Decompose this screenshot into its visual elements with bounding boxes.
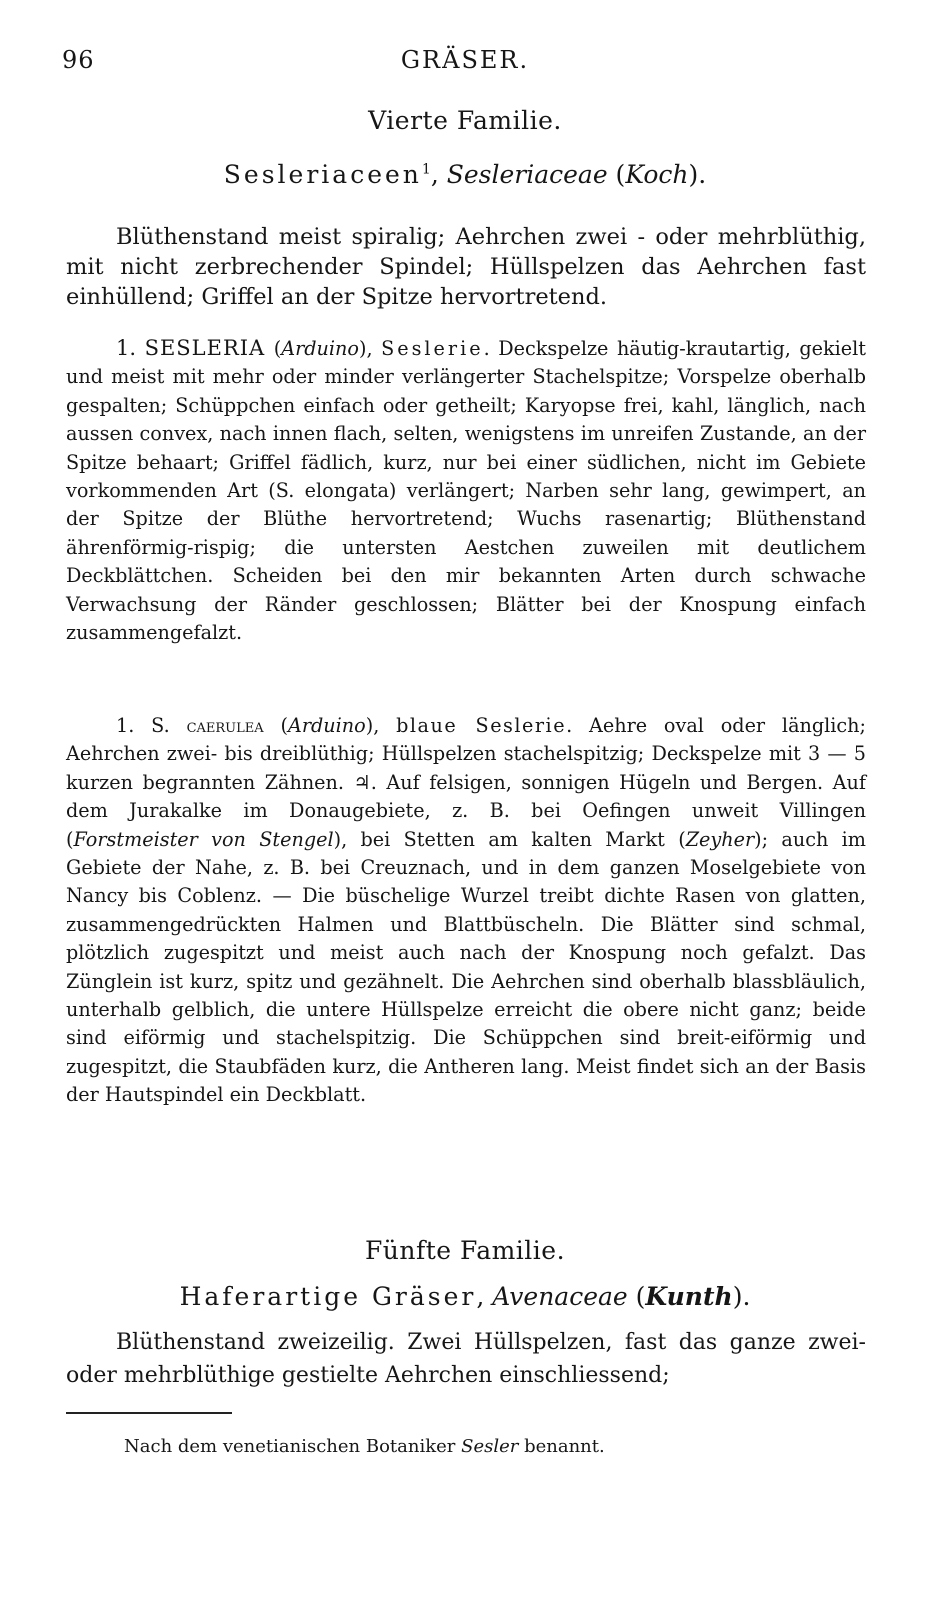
running-title: GRÄSER. (400, 46, 530, 74)
genus-german-name: Seslerie (381, 337, 484, 360)
footnote (124, 1436, 605, 1457)
footnote-text-after: benannt. (518, 1436, 605, 1457)
footnote-name: Sesler (461, 1436, 519, 1457)
family5-name-german: Haferartige Gräser (179, 1282, 477, 1311)
collector-stengel: Forstmeister von Stengel (73, 827, 334, 851)
family-heading-5: Haferartige Gräser, Avenaceae (Kunth). (179, 1282, 751, 1311)
species-german-name: blaue Seslerie (396, 714, 567, 737)
genus-author: Arduino (281, 337, 359, 360)
species-epithet: caerulea (186, 714, 264, 737)
footnote-text-before: Nach dem venetianischen Botaniker (124, 1436, 462, 1457)
species-description-3: ); auch im Gebiete der Nahe, z. B. bei Creuznach, und in dem ganzen Moselgebiete von Nancy bis Coblenz. — Die büschelige Wurzel treibt dichte Rasen von glatten, zusammengedrückten Halmen und Blattbüscheln. Die Blätter sind schmal, plötzlich zugespitzt und meist auch nach der Knospung noch gefalzt. Das Zünglein ist kurz, spitz und gezähnelt. Die Aehrchen sind oberhalb blassbläulich, unterhalb gelblich, die untere Hüllspelze erreicht die obere nicht ganz; beide sind eiförmig und stachelspitzig. Die Schüppchen sind breit-eiförmig und zugespitzt, die Staubfäden kurz, die Antheren lang. Meist findet sich an der Basis der Hautspindel ein Deckblatt. (66, 827, 866, 1107)
family-name-latin: Sesleriaceae (446, 160, 608, 189)
species-description-2: ), bei Stetten am kalten Markt ( (333, 827, 686, 851)
collector-zeyher: Zeyher (685, 827, 755, 851)
species-entry: 1. S. caerulea (Arduino), blaue Seslerie. Aehre oval oder länglich; Aehrchen zwei- bis dreiblüthig; Hüllspelzen stachelspitzig; Deckspelze mit 3 — 5 kurzen begrannten Zähnen. ♃. Auf felsigen, sonnigen Hügeln und Bergen. Auf dem Jurakalke im Donaugebiete, z. B. bei Oefingen unweit Villingen (Forstmeister von Stengel), bei Stetten am kalten Markt (Zeyher); auch im Gebiete der Nahe, z. B. bei Creuznach, und in dem ganzen Moselgebiete von Nancy bis Coblenz. — Die büschelige Wurzel treibt dichte Rasen von glatten, zusammengedrückten Halmen und Blattbüscheln. Die Blätter sind schmal, plötzlich zugespitzt und meist auch nach der Knospung noch gefalzt. Das Zünglein ist kurz, spitz und gezähnelt. Die Aehrchen sind oberhalb blassbläulich, unterhalb gelblich, die untere Hüllspelze erreicht die obere nicht ganz; beide sind eiförmig und stachelspitzig. Die Schüppchen sind breit-eiförmig und zugespitzt, die Staubfäden kurz, die Antheren lang. Meist findet sich an der Basis der Hautspindel ein Deckblatt. (66, 714, 866, 1107)
species-genus-abbrev: S. (151, 714, 170, 737)
family-heading: Sesleriaceen$^1$, Sesleriaceae (Koch). (223, 160, 707, 189)
genus-name: SESLERIA (144, 336, 266, 360)
family-description: Blüthenstand meist spiralig; Aehrchen zwei - oder mehrblüthig, mit nicht zerbrechender Spindel; Hüllspelzen das Aehrchen fast einhüllend; Griffel an der Spitze hervortretend. (66, 224, 866, 310)
family-name-german: Sesleriaceen (223, 160, 422, 189)
family-label-5: Fünfte Familie. (364, 1236, 566, 1265)
family-author: Koch (625, 160, 689, 189)
genus-number: 1. (116, 336, 137, 360)
footnote-rule (66, 1412, 232, 1414)
species-author: Arduino (287, 714, 366, 737)
genus-entry: 1. SESLERIA (Arduino), Seslerie. Deckspelze häutig-krautartig, gekielt und meist mit mehr oder minder verlängerter Stachelspitze; Vorspelze oberhalb gespalten; Schüppchen einfach oder getheilt; Karyopse frei, kahl, länglich, nach aussen convex, nach innen flach, selten, wenigstens im unreifen Zustande, an der Spitze behaart; Griffel fädlich, kurz, nur bei einer südlichen, nicht im Gebiete vorkommenden Art (S. elongata) verlängert; Narben sehr lang, gewimpert, an der Spitze der Blüthe hervortretend; Wuchs rasenartig; Blüthenstand ährenförmig-rispig; die untersten Aestchen zuweilen mit deutlichem Deckblättchen. Scheiden bei den mir bekannten Arten durch schwache Verwachsung der Ränder geschlossen; Blätter bei der Knospung einfach zusammengefalzt. (66, 336, 866, 645)
genus-description: Deckspelze häutig-krautartig, gekielt und meist mit mehr oder minder verlängerter Stachelspitze; Vorspelze oberhalb gespalten; Schüppchen einfach oder getheilt; Karyopse frei, kahl, länglich, nach aussen convex, nach innen flach, selten, wenigstens im unreifen Zustande, an der Spitze behaart; Griffel fädlich, kurz, nur bei einer südlichen, nicht im Gebiete vorkommenden Art (S. elongata) verlängert; Narben sehr lang, gewimpert, an der Spitze der Blüthe hervortretend; Wuchs rasenartig; Blüthenstand ährenförmig-rispig; die untersten Aestchen zuweilen mit deutlichem Deckblättchen. Scheiden bei den mir bekannten Arten durch schwache Verwachsung der Ränder geschlossen; Blätter bei der Knospung einfach zusammengefalzt. (66, 337, 866, 645)
family5-author: Kunth (645, 1282, 733, 1311)
family-label: Vierte Familie. (368, 106, 562, 135)
family5-description: Blüthenstand zweizeilig. Zwei Hüllspelzen, fast das ganze zwei- oder mehrblüthige gestielte Aehrchen einschliessend; (66, 1330, 866, 1388)
running-head (62, 46, 868, 80)
species-description-1: Aehre oval oder länglich; Aehrchen zwei- bis dreiblüthig; Hüllspelzen stachelspitzig; Deckspelze mit 3 — 5 kurzen begrannten Zähnen. ♃. Auf felsigen, sonnigen Hügeln und Bergen. Auf dem Jurakalke im Donaugebiete, z. B. bei Oefingen unweit Villingen ( (66, 714, 866, 851)
footnote-mark: 1 (421, 161, 431, 178)
species-number: 1. (116, 714, 135, 737)
page-number: 96 (62, 46, 95, 74)
family5-name-latin: Avenaceae (492, 1282, 628, 1311)
